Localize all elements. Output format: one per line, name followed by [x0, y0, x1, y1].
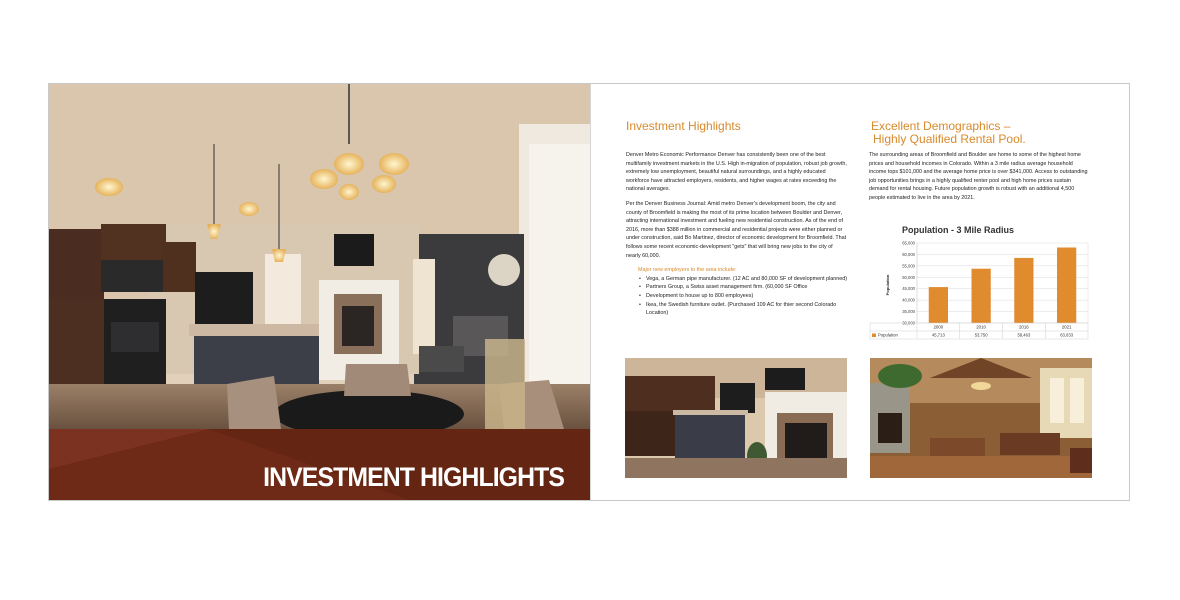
chart-title: Population - 3 Mile Radius — [901, 225, 1015, 235]
list-item: • Vega, a German pipe manufacturer. (12 AC and 80,000 SF of development planned) — [646, 275, 848, 284]
list-item: • Partners Group, a Swiss asset management firm. (60,000 SF Office — [646, 283, 848, 292]
bar-2021 — [1057, 247, 1076, 323]
data-label: 58,463 — [1017, 332, 1031, 338]
banner-title: INVESTMENT HIGHLIGHTS — [263, 462, 564, 492]
bar-2010 — [972, 269, 991, 323]
employers-list — [626, 275, 848, 318]
kitchen-fireplace-photo — [625, 358, 847, 478]
chart-ylabel: Population — [885, 274, 890, 296]
bar-2016 — [1014, 258, 1033, 323]
legend-label: Population — [878, 332, 898, 338]
list-item: • Ikea, the Swedish furniture outlet. (Purchased 109 AC for thier second Colorado Location) — [646, 301, 848, 318]
bar-2000 — [929, 287, 948, 323]
y-tick-label: 50,000 — [902, 274, 915, 280]
x-tick-label: 2000 — [933, 324, 944, 330]
data-label: 53,750 — [974, 332, 988, 338]
list-item: • Development to house up to 800 employees) — [646, 292, 848, 301]
kitchen-living-photo — [49, 84, 590, 429]
y-tick-label: 45,000 — [902, 286, 915, 292]
y-tick-label: 55,000 — [902, 263, 915, 269]
chart-yticks — [902, 241, 915, 326]
clubhouse-lobby-photo — [870, 358, 1092, 478]
demographics-heading-line-1: Excellent Demographics – — [871, 119, 1011, 133]
y-tick-label: 65,000 — [902, 240, 915, 246]
page-fold — [590, 84, 591, 500]
y-tick-label: 30,000 — [902, 320, 915, 326]
x-tick-label: 2021 — [1061, 324, 1072, 330]
legend-swatch — [872, 334, 876, 338]
investment-body — [626, 151, 848, 318]
demographics-para: The surrounding areas of Broomfield and Boulder are home to some of the highest home prices and household incomes in Colorado. Within a 3 mile radius average household income tops $101,000 and the average home price is over $341,000. Access to outstanding job opportunities brings in a highly qualified renter pool and high home prices sustain demand for rental housing. Future population growth is robust with an additional 4,500 people estimated to live in the area by 2021. — [869, 152, 1088, 201]
employers-intro: Major new employers to the area include: — [638, 267, 737, 274]
data-label: 45,713 — [931, 332, 945, 338]
data-label: 63,033 — [1060, 332, 1074, 338]
population-chart — [825, 219, 1092, 345]
investment-para-1: Denver Metro Economic Performance Denver has consistently been one of the best multifamily investment markets in the U.S. High in-migration of population, robust job growth, extremely low unemployment, beautiful natural surroundings, and a highly educated workforce have attracted employers, residents, and higher wages at rates exceeding the national averages. — [626, 152, 847, 193]
y-tick-label: 35,000 — [902, 309, 915, 315]
y-tick-label: 60,000 — [902, 251, 915, 257]
investment-para-2: Per the Denver Business Journal: Amid metro Denver's development boom, the city and county of Broomfield is making the most of its prime location between Boulder and Denver, attracting international investment and fueling new residential construction. As of the end of 2016, more than $388 million in commercial and residential projects were either planned or under construction, said Bo Martinez, director of economic development for Broomfield. That follows some recent economic-development "gets" that will bring new jobs to the city of nearly 60,000. — [626, 200, 847, 259]
left-page — [49, 84, 590, 500]
demographics-heading — [871, 120, 1026, 146]
demographics-heading-line-2: Highly Qualified Rental Pool. — [873, 132, 1026, 146]
investment-heading: Investment Highlights — [626, 119, 741, 133]
x-tick-label: 2016 — [1018, 324, 1029, 330]
y-tick-label: 40,000 — [902, 297, 915, 303]
x-tick-label: 2010 — [976, 324, 987, 330]
demographics-body — [869, 151, 1091, 209]
